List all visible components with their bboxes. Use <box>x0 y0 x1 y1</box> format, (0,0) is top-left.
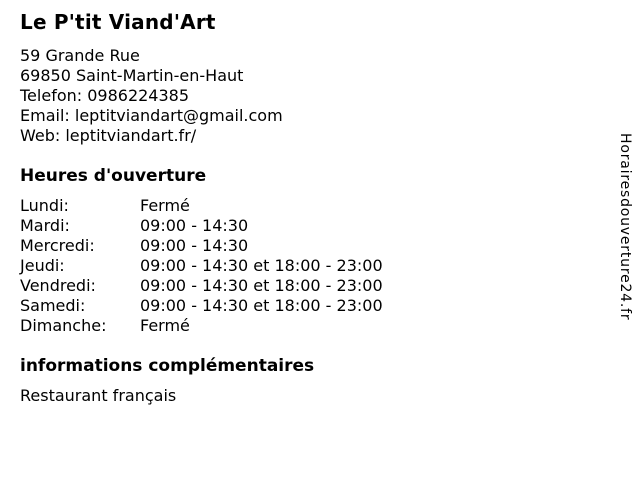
day-label: Vendredi: <box>20 276 96 295</box>
hours-row-sunday <box>20 316 640 336</box>
day-label: Mercredi: <box>20 236 95 255</box>
additional-info-heading: informations complémentaires <box>20 356 315 376</box>
day-label: Samedi: <box>20 296 86 315</box>
day-hours: 09:00 - 14:30 et 18:00 - 23:00 <box>140 256 383 275</box>
site-watermark: Horairesdouverture24.fr <box>617 133 633 321</box>
day-label: Lundi: <box>20 196 69 215</box>
day-hours: 09:00 - 14:30 <box>140 216 249 235</box>
day-hours: 09:00 - 14:30 <box>140 236 249 255</box>
day-label: Jeudi: <box>20 256 65 275</box>
hours-row-saturday <box>20 296 640 316</box>
address-street-line: 59 Grande Rue <box>20 46 140 65</box>
hours-row-wednesday <box>20 236 640 256</box>
address-city-line: 69850 Saint-Martin-en-Haut <box>20 66 244 85</box>
website-line: Web: leptitviandart.fr/ <box>20 126 197 145</box>
day-hours: 09:00 - 14:30 et 18:00 - 23:00 <box>140 276 383 295</box>
hours-row-tuesday <box>20 216 640 236</box>
opening-hours-table <box>20 196 640 336</box>
email-line: Email: leptitviandart@gmail.com <box>20 106 283 125</box>
day-label: Dimanche: <box>20 316 107 335</box>
day-label: Mardi: <box>20 216 70 235</box>
day-hours: Fermé <box>140 316 190 335</box>
hours-row-monday <box>20 196 640 216</box>
opening-hours-heading: Heures d'ouverture <box>20 166 207 186</box>
day-hours: Fermé <box>140 196 190 215</box>
additional-info-text: Restaurant français <box>20 386 177 405</box>
phone-line: Telefon: 0986224385 <box>20 86 190 105</box>
contact-block <box>20 46 640 146</box>
hours-row-thursday <box>20 256 640 276</box>
hours-row-friday <box>20 276 640 296</box>
business-name: Le P'tit Viand'Art <box>20 10 216 34</box>
day-hours: 09:00 - 14:30 et 18:00 - 23:00 <box>140 296 383 315</box>
